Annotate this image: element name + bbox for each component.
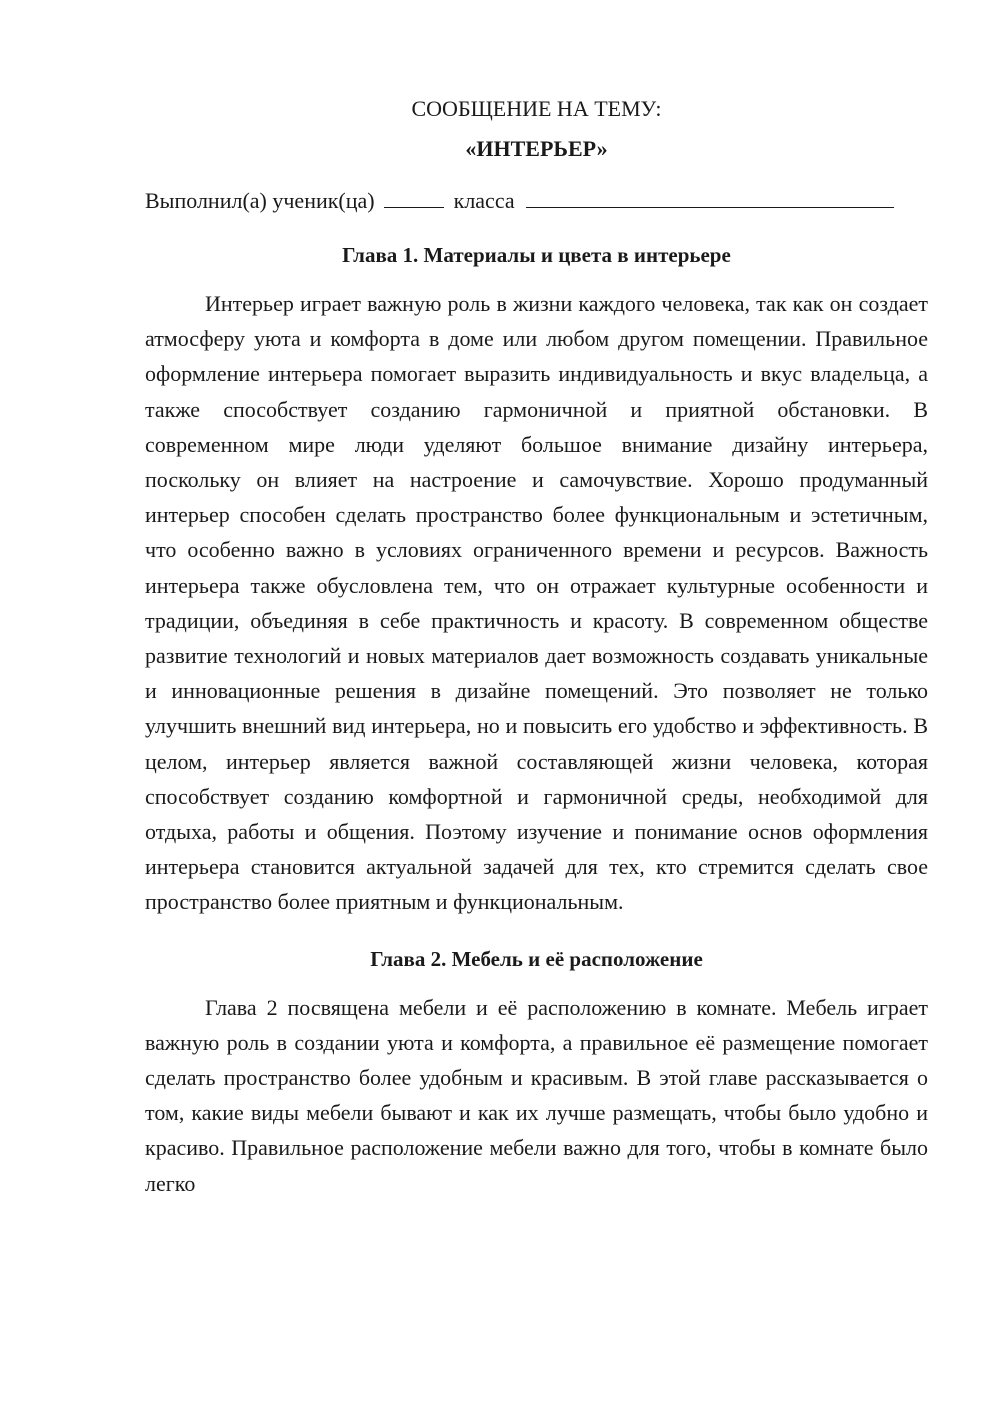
document-title: СООБЩЕНИЕ НА ТЕМУ: [411,96,662,121]
class-number-blank [384,185,444,208]
chapter-2-heading: Глава 2. Мебель и её расположение [370,946,703,971]
student-name-blank [526,185,894,208]
chapter-2-paragraph: Глава 2 посвящена мебели и её расположению в комнате. Мебель играет важную роль в создании уюта и комфорта, а правильное её размещение помогает сделать пространство более удобным и красивым. В этой главе рассказывается о том, какие виды мебели бывают и как их лучше размещать, чтобы было удобно и красиво. Правильное расположение мебели важно для того, чтобы в комнате было легко [145,994,928,1196]
author-line [145,184,928,218]
document-page [145,92,928,1201]
chapter-1-heading: Глава 1. Материалы и цвета в интерьере [342,243,731,267]
chapter-1-paragraph: Интерьер играет важную роль в жизни каждого человека, так как он создает атмосферу уюта и комфорта в доме или любом другом помещении. Правильное оформление интерьера помогает выразить индивидуальность и вкус владельца, а также способствует созданию гармоничной и приятной обстановки. В современном мире люди уделяют большое внимание дизайну интерьера, поскольку он влияет на настроение и самочувствие. Хорошо продуманный интерьер способен сделать пространство более функциональным и эстетичным, что особенно важно в условиях ограниченного времени и ресурсов. Важность интерьера также обусловлена тем, что он отражает культурные особенности и традиции, объединяя в себе практичность и красоту. В современном обществе развитие технологий и новых материалов дает возможность создавать уникальные и инновационные решения в дизайне помещений. Это позволяет не только улучшить внешний вид интерьера, но и повысить его удобство и эффективность. В целом, интерьер является важной составляющей жизни человека, которая способствует созданию комфортной и гармоничной среды, необходимой для отдыха, работы и общения. Поэтому изучение и понимание основ оформления интерьера становится актуальной задачей для тех, кто стремится сделать свое пространство более приятным и функциональным. [145,291,928,915]
author-prefix: Выполнил(а) ученик(ца) [145,188,375,213]
document-subtitle: «ИНТЕРЬЕР» [465,136,608,161]
class-word: класса [453,188,515,213]
